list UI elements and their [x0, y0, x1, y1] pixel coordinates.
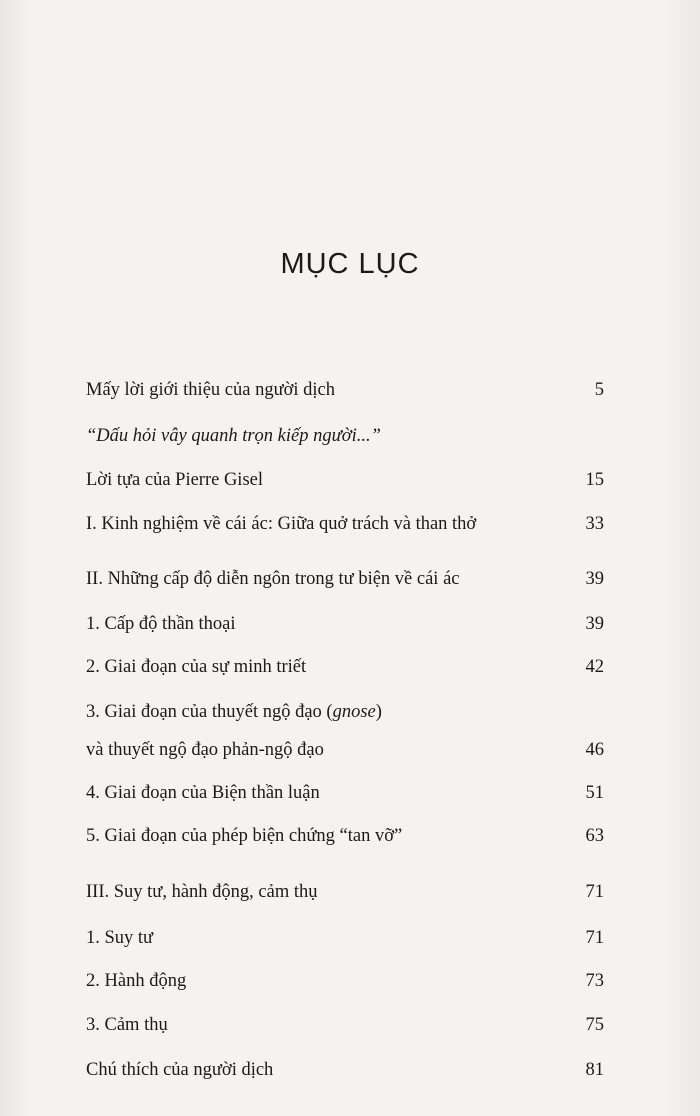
toc-entry-title: 2. Hành động: [86, 971, 187, 991]
toc-entry-title: 1. Suy tư: [86, 928, 154, 948]
toc-entry-page: 51: [585, 783, 604, 803]
toc-entry-page: 71: [585, 928, 604, 948]
toc-entry-page: 46: [585, 740, 604, 760]
toc-entry-title: III. Suy tư, hành động, cảm thụ: [86, 882, 318, 902]
toc-entry-page: 71: [585, 882, 604, 902]
page-title: MỤC LỤC: [280, 248, 420, 280]
toc-entry-page: 39: [585, 569, 604, 589]
toc-entry-page: 15: [585, 470, 604, 490]
toc-entry-title: 1. Cấp độ thần thoại: [86, 614, 236, 634]
toc-entry-page: 39: [585, 614, 604, 634]
toc-entry-page: 75: [585, 1015, 604, 1035]
toc-entry-title: Mấy lời giới thiệu của người dịch: [86, 380, 336, 400]
toc-entry-title: 3. Giai đoạn của thuyết ngộ đạo (gnose): [86, 702, 382, 722]
toc-entry-title: Chú thích của người dịch: [86, 1060, 274, 1080]
toc-entry-title: II. Những cấp độ diễn ngôn trong tư biện về cái ác: [86, 569, 460, 589]
toc-entry-page: 73: [585, 971, 604, 991]
toc-entry-page: 42: [585, 657, 604, 677]
toc-entry-title: 3. Cảm thụ: [86, 1015, 168, 1035]
toc-entry-title: 2. Giai đoạn của sự minh triết: [86, 657, 307, 677]
toc-entry-page: 5: [594, 380, 604, 400]
toc-entry-title: “Dấu hỏi vây quanh trọn kiếp người...”: [86, 426, 381, 446]
toc-entry-title: 5. Giai đoạn của phép biện chứng “tan vỡ”: [86, 826, 403, 846]
toc-entry-page: 63: [585, 826, 604, 846]
term-gnose: gnose: [332, 702, 376, 722]
toc-entry-title: 4. Giai đoạn của Biện thần luận: [86, 783, 320, 803]
toc-entry-title: Lời tựa của Pierre Gisel: [86, 470, 263, 490]
toc-entry-page: 33: [585, 514, 604, 534]
toc-entry-page: 81: [585, 1060, 604, 1080]
toc-entry-title: và thuyết ngộ đạo phản-ngộ đạo: [86, 740, 324, 760]
toc-entry-title: I. Kinh nghiệm về cái ác: Giữa quở trách và than thở: [86, 514, 477, 534]
